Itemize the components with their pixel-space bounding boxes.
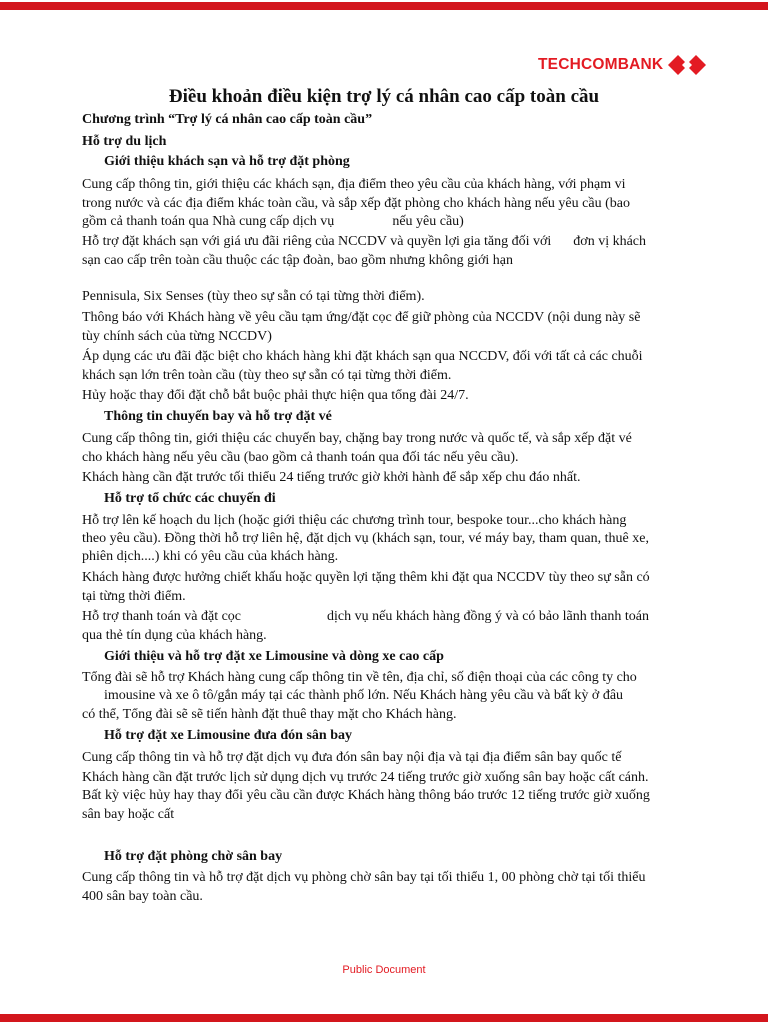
subsection-heading: Giới thiệu và hỗ trợ đặt xe Limousine và dòng xe cao cấp xyxy=(104,649,444,664)
paragraph-line: Bất kỳ việc hủy hay thay đổi yêu cầu cần được Khách hàng thông báo trước 12 tiếng trước giờ xuống xyxy=(82,788,650,803)
top-accent-bar xyxy=(0,2,768,10)
paragraph-line: 400 sân bay toàn cầu. xyxy=(82,889,203,904)
paragraph-line: phiên dịch....) khi có yêu cầu của khách hàng. xyxy=(82,549,339,564)
paragraph-line: Áp dụng các ưu đãi đặc biệt cho khách hàng khi đặt khách sạn qua NCCDV, đối với tất cả các chuỗi xyxy=(82,349,643,364)
paragraph-line: Cung cấp thông tin, giới thiệu các chuyến bay, chặng bay trong nước và quốc tế, và sắp xếp đặt vé xyxy=(82,431,632,446)
paragraph-line: có thể, Tổng đài sẽ sẽ tiến hành đặt thuê thay mặt cho Khách hàng. xyxy=(82,707,457,722)
paragraph-line: sân bay hoặc cất xyxy=(82,807,175,822)
section-heading: Hỗ trợ du lịch xyxy=(82,134,167,149)
paragraph-line: Hủy hoặc thay đổi đặt chỗ bắt buộc phải thực hiện qua tổng đài 24/7. xyxy=(82,388,469,403)
document-classification-label: Public Document xyxy=(342,964,426,976)
document-title: Điều khoản điều kiện trợ lý cá nhân cao cấp toàn cầu xyxy=(168,86,600,107)
brand-name: TECHCOMBANK xyxy=(538,56,664,73)
paragraph-line: theo yêu cầu). Đồng thời hỗ trợ liên hệ, đặt dịch vụ (khách sạn, tour, vé máy bay, tham quan, thuê xe, xyxy=(82,531,649,546)
text-fragment: Hỗ trợ thanh toán và đặt cọc xyxy=(82,609,242,624)
paragraph-line: Tổng đài sẽ hỗ trợ Khách hàng cung cấp thông tin về tên, địa chỉ, số điện thoại của các công ty cho xyxy=(82,670,637,685)
text-fragment: dịch vụ nếu khách hàng đồng ý và có bảo lãnh thanh toán xyxy=(327,609,649,624)
subsection-heading: Giới thiệu khách sạn và hỗ trợ đặt phòng xyxy=(104,154,350,169)
text-fragment: nếu yêu cầu) xyxy=(392,214,464,229)
program-name: Chương trình “Trợ lý cá nhân cao cấp toàn cầu” xyxy=(82,112,373,127)
paragraph-line: Khách hàng cần đặt trước lịch sử dụng dịch vụ trước 24 tiếng trước giờ xuống sân bay hoặc cất cánh. xyxy=(82,770,649,785)
techcombank-logo xyxy=(538,52,706,78)
paragraph-line: Thông báo với Khách hàng về yêu cầu tạm ứng/đặt cọc để giữ phòng của NCCDV (nội dung này sẽ xyxy=(82,310,641,325)
paragraph-line: Khách hàng cần đặt trước tối thiểu 24 tiếng trước giờ khởi hành để sắp xếp chu đáo nhất. xyxy=(82,470,581,485)
paragraph-line: Cung cấp thông tin, giới thiệu các khách sạn, địa điểm theo yêu cầu của khách hàng, với phạm vi xyxy=(82,177,626,192)
subsection-heading: Hỗ trợ đặt xe Limousine đưa đón sân bay xyxy=(104,728,352,743)
paragraph-line: Khách hàng được hưởng chiết khấu hoặc quyền lợi tặng thêm khi đặt qua NCCDV tùy theo sự sẵn có xyxy=(82,570,650,585)
paragraph-line: cho khách hàng nếu yêu cầu (bao gồm cả thanh toán qua đối tác nếu yêu cầu). xyxy=(82,450,519,465)
text-fragment: đơn vị khách xyxy=(573,234,647,249)
paragraph-line: sạn cao cấp trên toàn cầu thuộc các tập đoàn, bao gồm nhưng không giới hạn xyxy=(82,253,513,268)
paragraph-line: Hỗ trợ lên kế hoạch du lịch (hoặc giới thiệu các chương trình tour, bespoke tour...cho khách hàng xyxy=(82,513,627,528)
paragraph-line: trong nước và các địa điểm khác toàn cầu, và sắp xếp đặt phòng cho khách hàng nếu yêu cầu (bao xyxy=(82,196,630,211)
subsection-heading: Hỗ trợ tổ chức các chuyến đi xyxy=(104,491,276,506)
paragraph-line: Pennisula, Six Senses (tùy theo sự sẵn có tại từng thời điểm). xyxy=(82,289,425,304)
paragraph-line: Cung cấp thông tin và hỗ trợ đặt dịch vụ phòng chờ sân bay tại tối thiểu 1, 00 phòng chờ tại tối thiểu xyxy=(82,870,646,885)
techcombank-diamond-logo-icon xyxy=(668,52,706,78)
subsection-heading: Hỗ trợ đặt phòng chờ sân bay xyxy=(104,849,283,864)
paragraph-line xyxy=(82,609,649,625)
paragraph-line xyxy=(82,234,646,250)
bottom-accent-bar xyxy=(0,1014,768,1022)
paragraph-line: tùy chính sách của từng NCCDV) xyxy=(82,329,272,344)
paragraph-line: imousine và xe ô tô/gắn máy tại các thành phố lớn. Nếu Khách hàng yêu cầu và bất kỳ ở đâu xyxy=(104,688,624,703)
text-fragment: gồm cả thanh toán qua Nhà cung cấp dịch vụ xyxy=(82,214,335,229)
subsection-heading: Thông tin chuyến bay và hỗ trợ đặt vé xyxy=(104,409,332,424)
paragraph-line: Cung cấp thông tin và hỗ trợ đặt dịch vụ đưa đón sân bay nội địa và tại địa điểm sân bay quốc tế xyxy=(82,750,622,765)
paragraph-line: tại từng thời điểm. xyxy=(82,589,186,604)
paragraph-line: qua thẻ tín dụng của khách hàng. xyxy=(82,628,267,643)
paragraph-line: khách sạn lớn trên toàn cầu (tùy theo sự sẵn có tại từng thời điểm. xyxy=(82,368,452,383)
paragraph-line xyxy=(82,214,464,230)
text-fragment: Hỗ trợ đặt khách sạn với giá ưu đãi riêng của NCCDV và quyền lợi gia tăng đối với xyxy=(82,234,552,249)
